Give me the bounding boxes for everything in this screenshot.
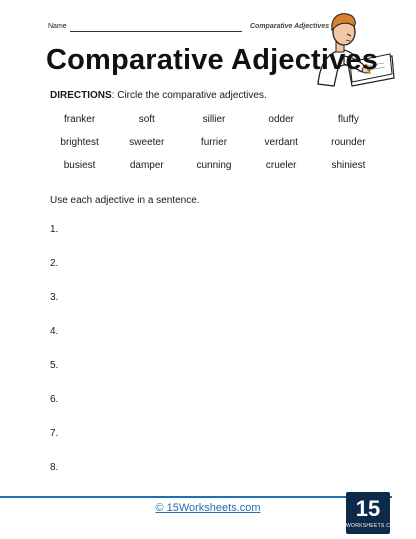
word-item[interactable]: cunning [196,160,232,171]
answer-line-6[interactable] [50,394,58,405]
line-number: 2. [50,258,59,269]
sentence-instruction: Use each adjective in a sentence. [50,195,200,206]
line-number: 5. [50,360,59,371]
logo-number: 15 [355,496,381,521]
word-item[interactable]: brightest [60,137,99,148]
answer-line-3[interactable] [50,292,58,303]
line-number: 3. [50,292,59,303]
word-item[interactable]: damper [129,160,164,171]
name-label: Name [48,23,67,30]
name-line[interactable] [70,31,242,32]
directions-label: DIRECTIONS [50,90,112,101]
line-number: 1. [50,224,59,235]
answer-line-5[interactable] [50,360,58,371]
word-item[interactable]: busiest [63,160,96,171]
logo-text: WORKSHEETS.COM [346,523,399,529]
footer-rule [0,496,392,498]
word-item[interactable]: fluffy [337,114,359,125]
line-number: 7. [50,428,59,439]
word-item[interactable]: soft [138,114,155,125]
word-item[interactable]: sweeter [129,137,165,148]
line-number: 4. [50,326,59,337]
word-bank [46,113,382,172]
answer-line-4[interactable] [50,326,58,337]
answer-line-1[interactable] [50,224,58,235]
header-title: Comparative Adjectives [250,23,330,30]
worksheets-logo [346,492,399,534]
word-item[interactable]: verdant [264,137,298,148]
page-title: Comparative Adjectives [46,44,379,76]
word-item[interactable]: franker [64,114,96,125]
word-item[interactable]: odder [268,114,294,125]
line-number: 6. [50,394,59,405]
word-item[interactable]: shiniest [331,160,366,171]
word-item[interactable]: rounder [331,137,366,148]
answer-line-8[interactable] [50,462,58,473]
line-number: 8. [50,462,59,473]
name-row [48,23,338,35]
footer-link[interactable]: © 15Worksheets.com [155,502,261,514]
word-item[interactable]: furrier [200,137,228,148]
answer-line-2[interactable] [50,258,58,269]
answer-line-7[interactable] [50,428,58,439]
word-item[interactable]: crueler [265,160,297,171]
directions [50,90,267,101]
directions-text: : Circle the comparative adjectives. [111,90,267,101]
word-item[interactable]: sillier [202,114,226,125]
